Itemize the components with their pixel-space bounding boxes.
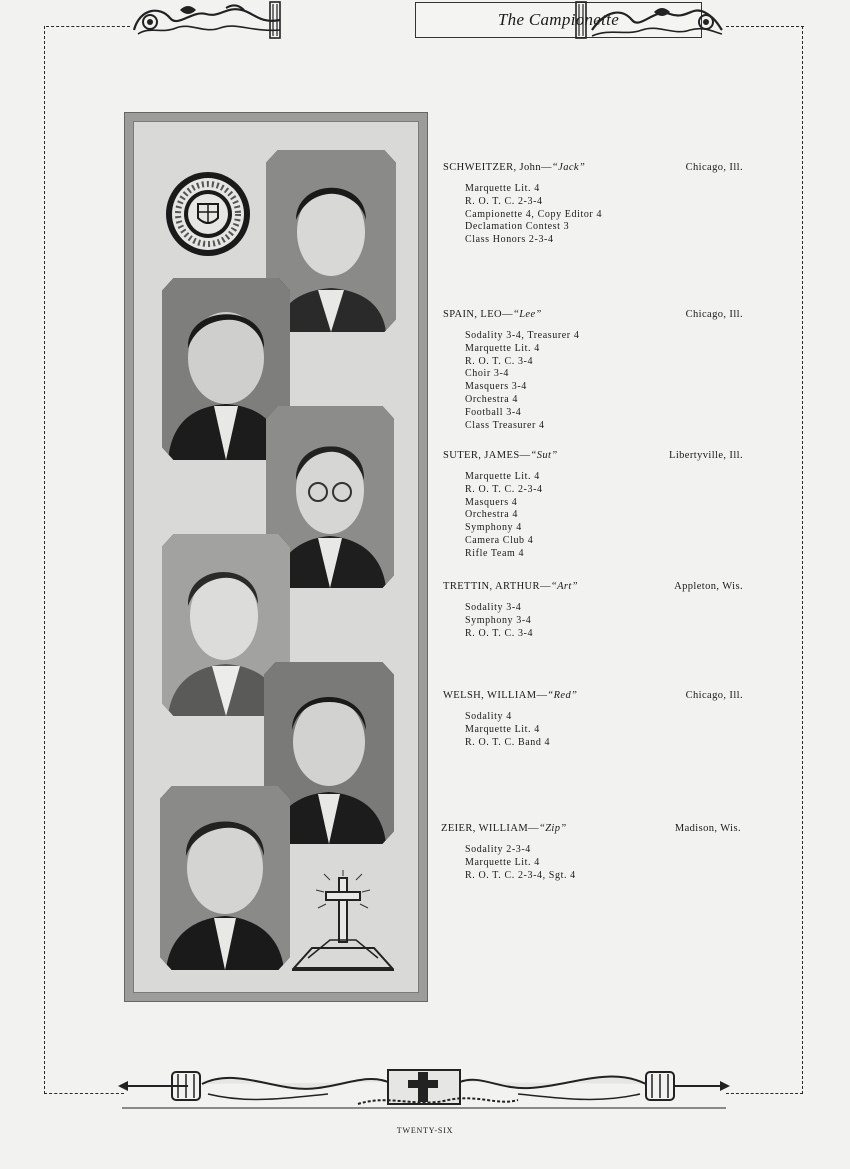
activity-item: Football 3-4 xyxy=(465,406,522,418)
entry-heading xyxy=(443,309,743,320)
entry-suter xyxy=(443,450,743,561)
activity-item: Rifle Team 4 xyxy=(465,547,525,559)
activity-item: Symphony 3-4 xyxy=(465,614,532,626)
activity-item: Sodality 3-4, Treasurer 4 xyxy=(465,330,580,341)
page-number: TWENTY-SIX xyxy=(396,1126,454,1135)
activity-item: Symphony 4 xyxy=(465,522,522,534)
activity-item: Sodality 4 xyxy=(465,711,512,722)
activity-item: R. O. T. C. 2-3-4, Sgt. 4 xyxy=(465,869,576,881)
activity-item: Orchestra 4 xyxy=(465,393,518,405)
college-seal-icon xyxy=(164,170,252,258)
activity-list xyxy=(465,471,743,561)
border-left-line xyxy=(44,26,45,1094)
student-name: TRETTIN, ARTHUR—“Art” xyxy=(443,581,578,592)
entry-heading xyxy=(443,162,743,173)
activity-list xyxy=(465,711,743,749)
student-name: SUTER, JAMES—“Sut” xyxy=(443,450,558,461)
border-top-line xyxy=(46,26,130,27)
student-location: Chicago, Ill. xyxy=(685,309,743,320)
student-location: Libertyville, Ill. xyxy=(669,450,743,461)
page-title: The Campionette xyxy=(415,2,702,38)
activity-item: Orchestra 4 xyxy=(465,509,518,521)
portrait-panel xyxy=(124,112,428,1002)
activity-item: Declamation Contest 3 xyxy=(465,221,570,233)
student-nickname: “Zip” xyxy=(538,823,567,834)
student-location: Appleton, Wis. xyxy=(674,581,743,592)
activity-item: R. O. T. C. 2-3-4 xyxy=(465,195,543,207)
activity-item: R. O. T. C. Band 4 xyxy=(465,736,551,748)
student-name: SPAIN, LEO—“Lee” xyxy=(443,309,542,320)
activity-item: Sodality 2-3-4 xyxy=(465,844,531,855)
portrait-zeier xyxy=(160,786,290,970)
student-nickname: “Sut” xyxy=(530,450,558,461)
student-nickname: “Red” xyxy=(547,690,578,701)
activity-item: Sodality 3-4 xyxy=(465,602,522,613)
scroll-ornament-left-icon xyxy=(130,0,286,42)
activity-item: Class Honors 2-3-4 xyxy=(465,234,554,246)
header-banner xyxy=(130,0,726,42)
border-bottom-line-right xyxy=(726,1093,803,1094)
activity-item: Marquette Lit. 4 xyxy=(465,856,540,868)
border-bottom-line xyxy=(44,1093,124,1094)
cross-emblem-icon xyxy=(290,870,396,974)
activity-item: Marquette Lit. 4 xyxy=(465,183,540,194)
student-name: ZEIER, WILLIAM—“Zip” xyxy=(441,823,567,834)
entry-heading xyxy=(443,581,743,592)
activity-item: Camera Club 4 xyxy=(465,534,534,546)
student-nickname: “Art” xyxy=(550,581,578,592)
activity-item: R. O. T. C. 3-4 xyxy=(465,355,534,367)
activity-item: Choir 3-4 xyxy=(465,368,510,380)
scroll-ornament-right-icon xyxy=(570,0,726,42)
student-nickname: “Jack” xyxy=(551,162,586,173)
student-name: SCHWEITZER, John—“Jack” xyxy=(443,162,586,173)
student-name: WELSH, WILLIAM—“Red” xyxy=(443,690,578,701)
student-location: Madison, Wis. xyxy=(674,823,741,834)
activity-item: Marquette Lit. 4 xyxy=(465,471,540,482)
entry-schweitzer xyxy=(443,162,743,247)
border-right-line xyxy=(802,26,803,1094)
bottom-ornament-icon xyxy=(118,1064,730,1114)
activity-item: Campionette 4, Copy Editor 4 xyxy=(465,208,603,220)
portrait-panel-inner xyxy=(133,121,419,993)
activity-list xyxy=(465,183,743,247)
student-location: Chicago, Ill. xyxy=(685,162,743,173)
entry-trettin xyxy=(443,581,743,640)
entry-zeier xyxy=(441,823,741,882)
activity-item: Marquette Lit. 4 xyxy=(465,723,540,735)
activity-item: Masquers 4 xyxy=(465,496,518,508)
entry-heading xyxy=(443,690,743,701)
border-top-line-right xyxy=(726,26,804,27)
activity-list xyxy=(465,844,741,882)
activity-item: Masquers 3-4 xyxy=(465,381,527,393)
entry-welsh xyxy=(443,690,743,749)
activity-item: Class Treasurer 4 xyxy=(465,419,545,431)
student-location: Chicago, Ill. xyxy=(685,690,743,701)
activity-item: R. O. T. C. 3-4 xyxy=(465,627,534,639)
activity-item: R. O. T. C. 2-3-4 xyxy=(465,483,543,495)
activity-list xyxy=(465,602,743,640)
entry-heading xyxy=(443,450,743,461)
student-nickname: “Lee” xyxy=(512,309,542,320)
entry-heading xyxy=(441,823,741,834)
activity-list xyxy=(465,330,743,432)
activity-item: Marquette Lit. 4 xyxy=(465,342,540,354)
entry-spain xyxy=(443,309,743,432)
